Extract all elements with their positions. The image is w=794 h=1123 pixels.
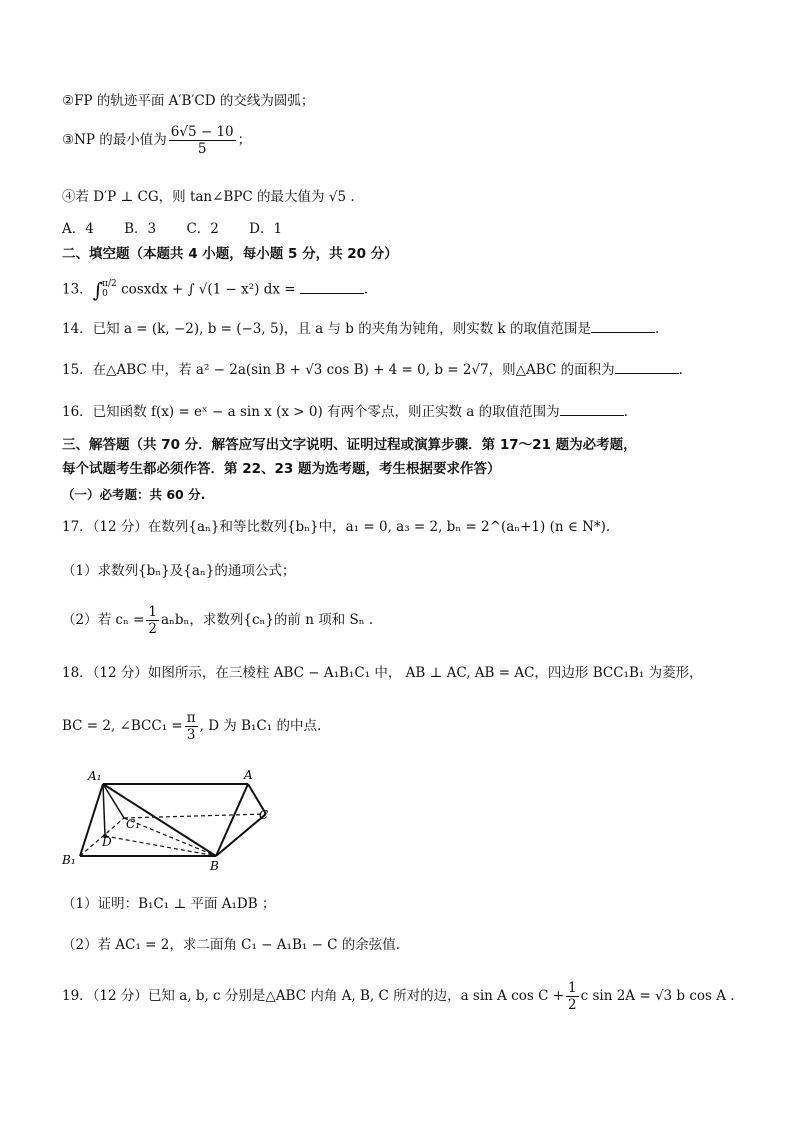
q14-text: 14．已知 a = (k, −2), b = (−3, 5)，且 a 与 b 的夹角为钝角，则实数 k 的取值范围是 (62, 321, 591, 337)
item-3-suffix: ； (237, 132, 252, 149)
question-18-part-2: （2）若 AC₁ = 2，求二面角 C₁ − A₁B₁ − C 的余弦值. (62, 937, 401, 953)
q17-2-fraction (146, 604, 159, 637)
q13-end: . (363, 281, 369, 298)
q19-numerator: 1 (568, 980, 577, 996)
item-3-numerator: 6√5 − 10 (170, 124, 234, 140)
q19-prefix: 19．（12 分）已知 a, b, c 分别是△ABC 内角 A, B, C 所对的边，a sin A cos C + (62, 988, 565, 1005)
q19-suffix: c sin 2A = √3 b cos A . (580, 988, 735, 1005)
question-17-part-1: （1）求数列{bₙ}及{aₙ}的通项公式； (62, 563, 296, 579)
question-13 (62, 278, 368, 302)
section-2-title: 二、填空题（本题共 4 小题，每小题 5 分，共 20 分） (62, 246, 398, 262)
question-18-part-1: （1）证明：B₁C₁ ⊥ 平面 A₁DB ； (62, 896, 276, 912)
q13-expr: cosxdx + ∫ √(1 − x²) dx = (121, 281, 296, 298)
section-3-title-line2: 每个试题考生都必须作答．第 22、23 题为选考题，考生根据要求作答） (62, 461, 501, 477)
choice-a: A．4 (62, 221, 94, 237)
q17-2-prefix: （2）若 cₙ = (62, 612, 145, 629)
label-B1: B₁ (62, 853, 76, 867)
question-17-part-2 (62, 604, 373, 637)
label-C: C (259, 808, 269, 822)
edge-A1-C1 (103, 784, 124, 818)
q14-end: . (654, 321, 660, 337)
choice-b: B．3 (124, 221, 157, 237)
item-3 (62, 124, 251, 157)
item-3-denominator: 5 (197, 141, 207, 158)
edge-A-B (216, 784, 248, 856)
label-A1: A₁ (88, 769, 102, 783)
question-18-line2 (62, 710, 321, 743)
question-14 (62, 320, 659, 337)
choice-d: D．1 (249, 221, 283, 237)
edge-A1-B1 (80, 784, 103, 856)
q19-fraction (566, 980, 579, 1013)
item-4: ④若 D′P ⊥ CG，则 tan∠BPC 的最大值为 √5 . (62, 189, 355, 205)
q17-2-denominator: 2 (148, 621, 157, 638)
question-16 (62, 403, 628, 420)
edge-A1-D (103, 784, 105, 836)
label-C1: C₁ (126, 817, 140, 831)
label-A: A (244, 768, 253, 782)
question-17: 17．（12 分）在数列{aₙ}和等比数列{bₙ}中，a₁ = 0, a₃ = 2, bₙ = 2^(aₙ+1) (n ∈ N*). (62, 519, 611, 535)
q15-answer-blank[interactable] (615, 361, 679, 374)
choice-c: C．2 (186, 221, 219, 237)
label-D: D (102, 835, 112, 849)
q15-end: . (678, 362, 683, 378)
q17-2-numerator: 1 (148, 604, 157, 620)
question-19 (62, 980, 735, 1013)
q17-2-suffix: aₙbₙ，求数列{cₙ}的前 n 项和 Sₙ . (160, 612, 374, 629)
q13-label: 13． (62, 281, 93, 298)
item-2: ②FP 的轨迹平面 A′B′CD 的交线为圆弧； (62, 93, 315, 109)
q18-line2-prefix: BC = 2, ∠BCC₁ = (62, 718, 183, 735)
integral-icon: ∫ (92, 278, 104, 302)
q18-denominator: 3 (186, 727, 196, 744)
q18-line2-suffix: , D 为 B₁C₁ 的中点. (199, 718, 322, 735)
q16-answer-blank[interactable] (560, 403, 624, 416)
q16-text: 16．已知函数 f(x) = eˣ − a sin x (x > 0) 有两个零点，则正实数 a 的取值范围为 (62, 404, 560, 420)
question-18-line1: 18．（12 分）如图所示，在三棱柱 ABC − A₁B₁C₁ 中， AB ⊥ AC, AB = AC，四边形 BCC₁B₁ 为菱形， (62, 665, 703, 681)
q15-text: 15．在△ABC 中，若 a² − 2a(sin B + √3 cos B) + 4 = 0, b = 2√7，则△ABC 的面积为 (62, 362, 615, 378)
item-3-prefix: ③NP 的最小值为 (62, 132, 167, 149)
label-B: B (210, 859, 219, 873)
edge-C1-C (124, 814, 266, 818)
section-3-title-line1: 三、解答题（共 70 分．解答应写出文字说明、证明过程或演算步骤．第 17～21 题为必考题， (62, 437, 637, 453)
choices (62, 221, 308, 237)
q18-numerator: π (186, 710, 196, 726)
edge-A1-B (103, 784, 216, 856)
q16-end: . (623, 404, 628, 420)
q19-denominator: 2 (568, 997, 577, 1014)
prism-figure (58, 764, 288, 874)
question-15 (62, 361, 683, 378)
q18-fraction (185, 710, 198, 743)
integral-limits: π/2 0 (102, 279, 117, 299)
q14-answer-blank[interactable] (591, 320, 655, 333)
item-3-fraction (169, 124, 236, 157)
required-section-label: （一）必考题：共 60 分. (62, 487, 206, 502)
q13-answer-blank[interactable] (300, 281, 364, 294)
